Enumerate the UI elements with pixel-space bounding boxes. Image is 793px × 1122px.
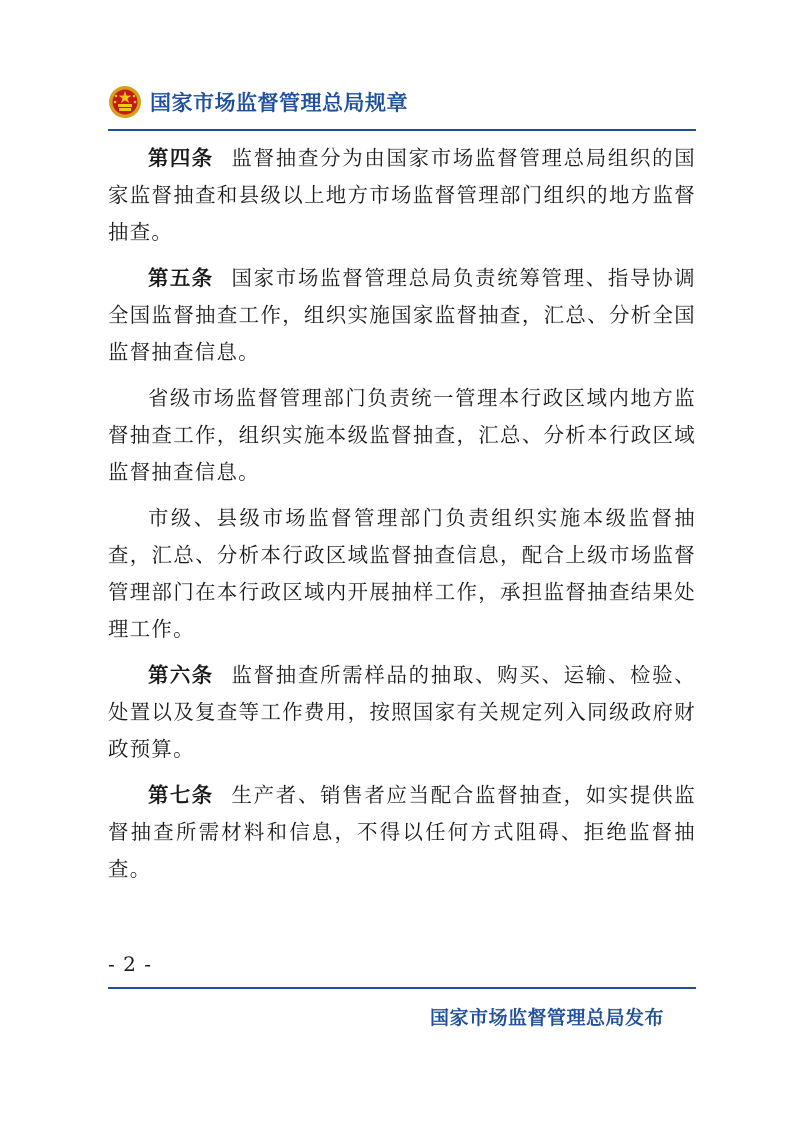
national-emblem-icon [108,85,142,119]
paragraph-text: 市级、县级市场监督管理部门负责组织实施本级监督抽查，汇总、分析本行政区域监督抽查信息，配合上级市场监督管理部门在本行政区域内开展抽样工作，承担监督抽查结果处理工作。 [108,506,696,641]
article-heading: 第五条 [148,266,214,290]
footer-divider [108,987,696,989]
header-title: 国家市场监督管理总局规章 [150,91,408,115]
paragraph-article-6 [108,657,696,768]
footer-publisher: 国家市场监督管理总局发布 [429,1007,664,1029]
paragraph-article-7 [108,777,696,888]
paragraph-text: 省级市场监督管理部门负责统一管理本行政区域内地方监督抽查工作，组织实施本级监督抽查，汇总、分析本行政区域监督抽查信息。 [108,386,696,484]
page-number: - 2 - [108,952,152,976]
page-header [108,84,408,120]
article-heading: 第六条 [148,663,214,687]
paragraph-article-5 [108,260,696,371]
article-heading: 第四条 [148,146,214,170]
paragraph-text: 监督抽查所需样品的抽取、购买、运输、检验、处置以及复查等工作费用，按照国家有关规定列入同级政府财政预算。 [108,663,696,761]
paragraph-text: 国家市场监督管理总局负责统筹管理、指导协调全国监督抽查工作，组织实施国家监督抽查，汇总、分析全国监督抽查信息。 [108,266,696,364]
header-divider [108,129,696,131]
paragraph-text: 监督抽查分为由国家市场监督管理总局组织的国家监督抽查和县级以上地方市场监督管理部门组织的地方监督抽查。 [108,146,696,244]
paragraph-text: 生产者、销售者应当配合监督抽查，如实提供监督抽查所需材料和信息，不得以任何方式阻碍、拒绝监督抽查。 [108,783,696,881]
document-body [108,140,696,897]
paragraph-municipal [108,500,696,648]
paragraph-article-4 [108,140,696,251]
article-heading: 第七条 [148,783,214,807]
paragraph-provincial [108,380,696,491]
